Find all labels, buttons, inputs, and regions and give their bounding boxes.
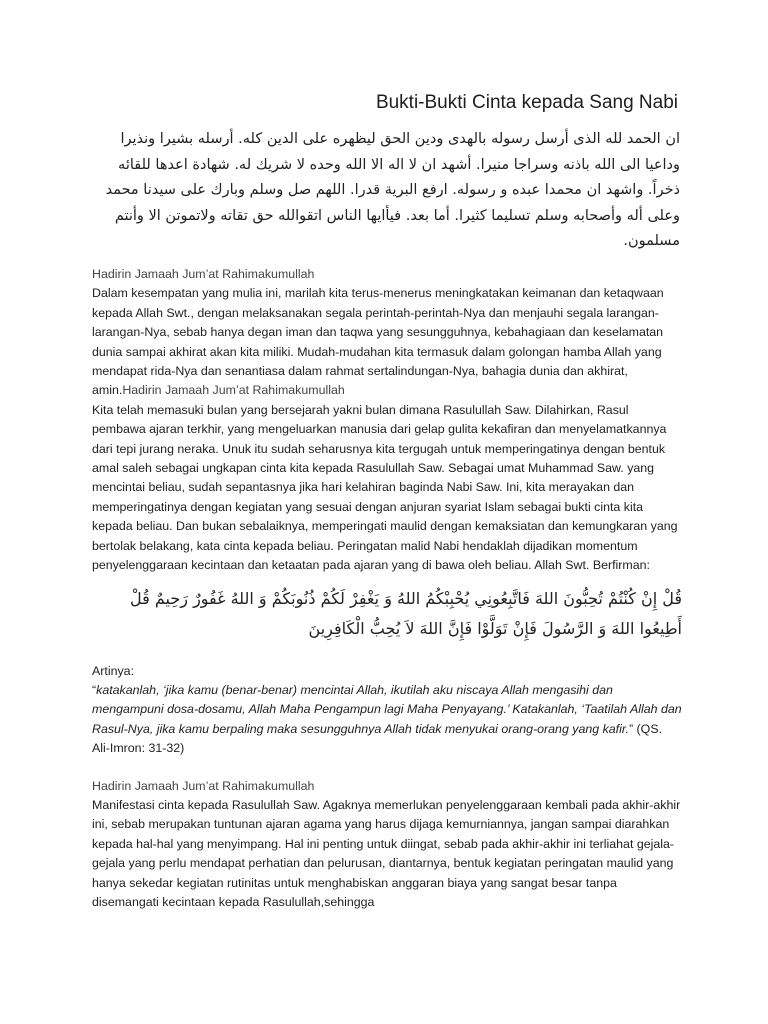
open-quote: “ bbox=[92, 682, 97, 697]
paragraph: Manifestasi cinta kepada Rasulullah Saw. Agaknya memerlukan penyelenggaraan kembali pada akhir-akhir ini, sebab merupakan tuntunan ajaran agama yang harus dijaga kemurniannya, jangan sampai diarahkan kepada hal-hal yang menyimpang. Hal ini penting untuk diingat, sebab pada akhir-akhir ini terliahat gejala-gejala yang perlu mendapat perhatian dan pelurusan, diantarnya, bentuk kegiatan peringatan maulid yang hanya sekedar kegiatan rutinitas untuk menghabiskan anggaran biaya yang sangat besar tanpa disemangati kecintaan kepada Rasulullah,sehingga bbox=[92, 797, 681, 909]
quran-verse-arabic: قُلْ إِنْ كُنْتُمْ تُحِبُّونَ اللهَ فَاتَّبِعُونِي يُحْبِبْكُمُ اللهُ وَ يَغْفِرْ لَكُمْ ذُنُوبَكُمْ وَ اللهُ غَفُورٌ رَحِيمٌ قُلْ أَطِيعُوا اللهَ وَ الرَّسُولَ فَإِنْ تَوَلَّوْا فَإِنَّ اللهَ لاَ يُحِبُّ الْكَافِرِينَ bbox=[130, 588, 682, 638]
section-heading: Hadirin Jamaah Jum’at Rahimakumullah bbox=[92, 267, 315, 281]
translation-label: Artinya: bbox=[92, 663, 135, 678]
document-body bbox=[92, 265, 682, 912]
section-heading: Hadirin Jamaah Jum’at Rahimakumullah bbox=[92, 778, 315, 793]
paragraph bbox=[92, 284, 682, 400]
translation-text bbox=[92, 681, 682, 759]
inline-section-heading: Hadirin Jamaah Jum’at Rahimakumullah bbox=[122, 383, 345, 398]
opening-arabic-text: ان الحمد لله الذى أرسل رسوله بالهدى ودين الحق ليظهره على الدين كله. أرسله بشيرا ونذيرا وداعيا الى الله باذنه وسراجا منيرا. أشهد ان لا اله الا الله وحده لا شريك له. شهادة اعدها للقائه ذخراً. واشهد ان محمدا عبده و رسوله. ارفع البرية قدرا. اللهم صل وسلم وبارك على سيدنا محمد وعلى أله وأصحابه وسلم تسليما كثيرا. أما بعد. فيأايها الناس اتقوالله حق تقاته ولاتموتن الا وأنتم مسلمون. bbox=[105, 131, 680, 249]
paragraph-text: Dalam kesempatan yang mulia ini, marilah kita terus-menerus meningkatakan keimanan dan ketaqwaan kepada Allah Swt., dengan melaksanakan segala perintah-perintah-Nya dan menjauhi segala larangan-larangan-Nya, sebab hanya degan iman dan taqwa yang sesungguhnya, kebahagiaan dan keselamatan dunia sampai akhirat akan kita miliki. Mudah-mudahan kita termasuk dalam golongan hamba Allah yang mendapat rida-Nya dan senantiasa dalam rahmat sertalindungan-Nya, bahagia dunia dan akhirat, amin. bbox=[92, 286, 664, 398]
document-title: Bukti-Bukti Cinta kepada Sang Nabi bbox=[375, 92, 678, 113]
paragraph: Kita telah memasuki bulan yang bersejarah yakni bulan dimana Rasulullah Saw. Dilahirkan, Rasul pembawa ajaran terkhir, yang mengeluarkan manusia dari gelap gulita kekafiran dan menyelamatkannya dari tepi jurang neraka. Unuk itu sudah seharusnya kita tergugah untuk memperingatinya dengan bentuk amal saleh sebagai ungkapan cinta kita kepada Rasulullah Saw. Sebagai umat Muhammad Saw. yang mencintai beliau, sudah sepantasnya jika hari kelahiran baginda Nabi Saw. Ini, kita merayakan dan memperingatinya dengan kegiatan yang sesuai dengan anjuran syariat Islam sebagai bukti cinta kita kepada beliau. Dan bukan sebalaiknya, memperingati maulid dengan kemaksiatan dan kemungkaran yang bertolak belakang, kata cinta kepada beliau. Peringatan malid Nabi hendaklah dijadikan momentum penyelenggaraan kecintaan dan ketaatan pada ajaran yang di bawa oleh beliau. Allah Swt. Berfirman: bbox=[92, 402, 678, 573]
translation-reference: ” (QS. Ali-Imron: 31-32) bbox=[92, 721, 663, 756]
translation-italic: katakanlah, ‘jika kamu (benar-benar) mencintai Allah, ikutilah aku niscaya Allah mengasihi dan mengampuni dosa-dosamu, Allah Maha Pengampun lagi Maha Penyayang.’ Katakanlah, ‘Taatilah Allah dan Rasul-Nya, jika kamu berpaling maka sesungguhnya Allah tidak menyukai orang-orang yang kafir. bbox=[92, 682, 682, 736]
